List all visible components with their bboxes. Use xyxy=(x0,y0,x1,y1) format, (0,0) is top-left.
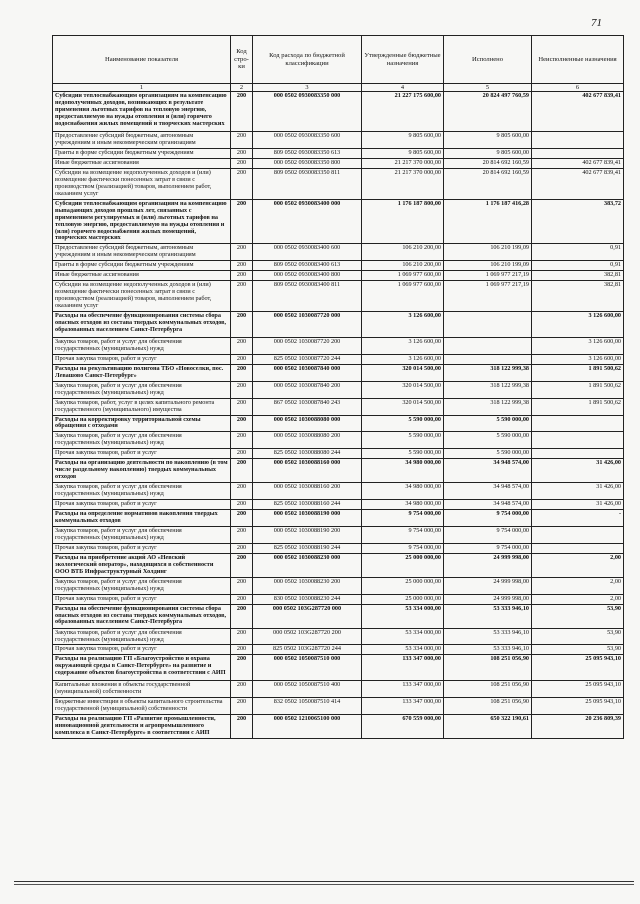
line-code-cell: 200 xyxy=(231,132,253,149)
unexecuted-amount-cell: 1 891 500,62 xyxy=(532,381,624,398)
column-number: 2 xyxy=(231,84,253,92)
table-row xyxy=(53,149,624,159)
executed-amount-cell: 1 069 977 217,19 xyxy=(444,271,532,281)
expense-code-cell: 000 0502 0930083350 600 xyxy=(253,132,362,149)
approved-amount-cell: 34 980 000,00 xyxy=(362,459,444,483)
column-number: 6 xyxy=(532,84,624,92)
expense-code-cell: 000 0502 1030087840 000 xyxy=(253,364,362,381)
table-row xyxy=(53,526,624,543)
approved-amount-cell: 1 176 187 800,00 xyxy=(362,199,444,244)
executed-amount-cell: 5 590 000,00 xyxy=(444,415,532,432)
approved-amount-cell: 1 069 977 600,00 xyxy=(362,281,444,312)
table-row xyxy=(53,261,624,271)
executed-amount-cell: 9 805 600,00 xyxy=(444,149,532,159)
indicator-name-cell: Гранты в форме субсидии бюджетным учреждениям xyxy=(53,149,231,159)
executed-amount-cell: 318 122 999,38 xyxy=(444,398,532,415)
column-number: 3 xyxy=(253,84,362,92)
header-approved: Утвержденные бюджетные назначения xyxy=(362,36,444,84)
expense-code-cell: 809 0502 0930083350 613 xyxy=(253,149,362,159)
approved-amount-cell: 320 014 500,00 xyxy=(362,398,444,415)
executed-amount-cell: 9 754 000,00 xyxy=(444,543,532,553)
unexecuted-amount-cell: 402 677 839,41 xyxy=(532,169,624,200)
executed-amount-cell: 34 948 574,00 xyxy=(444,499,532,509)
line-code-cell: 200 xyxy=(231,543,253,553)
indicator-name-cell: Иные бюджетные ассигнования xyxy=(53,159,231,169)
line-code-cell: 200 xyxy=(231,415,253,432)
indicator-name-cell: Расходы на организацию деятельности по накоплению (в том числе раздельному накоплению) твердых коммунальных отходов xyxy=(53,459,231,483)
approved-amount-cell: 3 126 600,00 xyxy=(362,338,444,355)
expense-code-cell: 832 0502 1050087510 414 xyxy=(253,698,362,715)
line-code-cell: 200 xyxy=(231,381,253,398)
line-code-cell: 200 xyxy=(231,159,253,169)
bottom-rule xyxy=(14,881,634,882)
table-row xyxy=(53,553,624,577)
line-code-cell: 200 xyxy=(231,577,253,594)
line-code-cell: 200 xyxy=(231,509,253,526)
line-code-cell: 200 xyxy=(231,312,253,338)
approved-amount-cell: 133 347 000,00 xyxy=(362,655,444,681)
approved-amount-cell: 53 334 000,00 xyxy=(362,604,444,628)
executed-amount-cell: 9 754 000,00 xyxy=(444,526,532,543)
unexecuted-amount-cell: 3 126 600,00 xyxy=(532,312,624,338)
table-row xyxy=(53,577,624,594)
line-code-cell: 200 xyxy=(231,449,253,459)
unexecuted-amount-cell: 31 426,00 xyxy=(532,483,624,500)
table-row xyxy=(53,199,624,244)
budget-execution-table xyxy=(52,35,624,739)
table-row xyxy=(53,715,624,739)
approved-amount-cell: 9 805 600,00 xyxy=(362,132,444,149)
executed-amount-cell: 1 069 977 217,19 xyxy=(444,281,532,312)
expense-code-cell: 000 0502 103G287720 000 xyxy=(253,604,362,628)
unexecuted-amount-cell: 31 426,00 xyxy=(532,459,624,483)
unexecuted-amount-cell: 20 236 809,39 xyxy=(532,715,624,739)
indicator-name-cell: Расходы на корректировку территориальной схемы обращения с отходами xyxy=(53,415,231,432)
table-row xyxy=(53,628,624,645)
expense-code-cell: 000 0502 1030088160 000 xyxy=(253,459,362,483)
table-row xyxy=(53,381,624,398)
indicator-name-cell: Субсидии на возмещение недополученных доходов и (или) возмещение фактически понесенных затрат в связи с производством (реализацией) товаров, выполнением работ, оказанием услуг xyxy=(53,169,231,200)
unexecuted-amount-cell: - xyxy=(532,509,624,526)
unexecuted-amount-cell: 53,90 xyxy=(532,604,624,628)
approved-amount-cell: 9 754 000,00 xyxy=(362,543,444,553)
table-row xyxy=(53,354,624,364)
expense-code-cell: 825 0502 1030088080 244 xyxy=(253,449,362,459)
unexecuted-amount-cell xyxy=(532,149,624,159)
line-code-cell: 200 xyxy=(231,553,253,577)
line-code-cell: 200 xyxy=(231,261,253,271)
line-code-cell: 200 xyxy=(231,715,253,739)
column-number-row xyxy=(53,84,624,92)
table-row xyxy=(53,499,624,509)
expense-code-cell: 000 0502 1050087510 000 xyxy=(253,655,362,681)
line-code-cell: 200 xyxy=(231,459,253,483)
indicator-name-cell: Расходы на приобретение акций АО «Невский экологический оператор», находящихся в собственности ООО ВТБ Инфраструктурный Холдинг xyxy=(53,553,231,577)
indicator-name-cell: Прочая закупка товаров, работ и услуг xyxy=(53,594,231,604)
indicator-name-cell: Закупка товаров, работ и услуг для обеспечения государственных (муниципальных) нужд xyxy=(53,338,231,355)
expense-code-cell: 000 0502 1030087720 000 xyxy=(253,312,362,338)
indicator-name-cell: Прочая закупка товаров, работ и услуг xyxy=(53,354,231,364)
indicator-name-cell: Прочая закупка товаров, работ и услуг xyxy=(53,543,231,553)
expense-code-cell: 000 0502 1030088190 200 xyxy=(253,526,362,543)
table-row xyxy=(53,698,624,715)
approved-amount-cell: 21 217 370 000,00 xyxy=(362,159,444,169)
indicator-name-cell: Закупка товаров, работ и услуг для обеспечения государственных (муниципальных) нужд xyxy=(53,483,231,500)
expense-code-cell: 000 0502 103G287720 200 xyxy=(253,628,362,645)
expense-code-cell: 830 0502 1030088230 244 xyxy=(253,594,362,604)
executed-amount-cell: 34 948 574,00 xyxy=(444,483,532,500)
unexecuted-amount-cell: 3 126 600,00 xyxy=(532,354,624,364)
executed-amount-cell: 1 176 187 416,28 xyxy=(444,199,532,244)
line-code-cell: 200 xyxy=(231,398,253,415)
line-code-cell: 200 xyxy=(231,681,253,698)
unexecuted-amount-cell: 53,90 xyxy=(532,645,624,655)
executed-amount-cell: 108 251 056,90 xyxy=(444,655,532,681)
line-code-cell: 200 xyxy=(231,655,253,681)
expense-code-cell: 000 0502 0930083350 800 xyxy=(253,159,362,169)
approved-amount-cell: 3 126 600,00 xyxy=(362,354,444,364)
indicator-name-cell: Закупка товаров, работ и услуг для обеспечения государственных (муниципальных) нужд xyxy=(53,381,231,398)
approved-amount-cell: 25 000 000,00 xyxy=(362,577,444,594)
expense-code-cell: 000 0502 1030088080 000 xyxy=(253,415,362,432)
approved-amount-cell: 5 590 000,00 xyxy=(362,449,444,459)
table-row xyxy=(53,604,624,628)
approved-amount-cell: 21 227 175 600,00 xyxy=(362,92,444,132)
expense-code-cell: 000 0502 1210065100 000 xyxy=(253,715,362,739)
executed-amount-cell: 318 122 999,38 xyxy=(444,364,532,381)
unexecuted-amount-cell: 402 677 839,41 xyxy=(532,159,624,169)
executed-amount-cell: 34 948 574,00 xyxy=(444,459,532,483)
expense-code-cell: 825 0502 1030088190 244 xyxy=(253,543,362,553)
table-row xyxy=(53,271,624,281)
approved-amount-cell: 9 754 000,00 xyxy=(362,526,444,543)
approved-amount-cell: 21 217 370 000,00 xyxy=(362,169,444,200)
indicator-name-cell: Расходы на реализацию ГП «Благоустройство и охрана окружающей среды в Санкт-Петербурге» на развитие и содержание объектов благоустройства в соответствии с АИП xyxy=(53,655,231,681)
executed-amount-cell: 9 754 000,00 xyxy=(444,509,532,526)
approved-amount-cell: 25 000 000,00 xyxy=(362,553,444,577)
executed-amount-cell: 53 333 946,10 xyxy=(444,628,532,645)
approved-amount-cell: 25 000 000,00 xyxy=(362,594,444,604)
executed-amount-cell: 106 210 199,09 xyxy=(444,261,532,271)
approved-amount-cell: 5 590 000,00 xyxy=(362,415,444,432)
approved-amount-cell: 9 805 600,00 xyxy=(362,149,444,159)
line-code-cell: 200 xyxy=(231,604,253,628)
indicator-name-cell: Закупка товаров, работ и услуг для обеспечения государственных (муниципальных) нужд xyxy=(53,432,231,449)
expense-code-cell: 000 0502 1030087720 200 xyxy=(253,338,362,355)
executed-amount-cell: 318 122 999,38 xyxy=(444,381,532,398)
executed-amount-cell xyxy=(444,338,532,355)
executed-amount-cell xyxy=(444,354,532,364)
approved-amount-cell: 133 347 000,00 xyxy=(362,681,444,698)
expense-code-cell: 000 0502 1030087840 200 xyxy=(253,381,362,398)
column-number: 5 xyxy=(444,84,532,92)
table-row xyxy=(53,132,624,149)
indicator-name-cell: Предоставление субсидий бюджетным, автономным учреждениям и иным некоммерческим организациям xyxy=(53,244,231,261)
indicator-name-cell: Расходы на обеспечение функционирования системы сбора опасных отходов из состава твердых коммунальных отходов, образованных населением Санкт-Петербурга xyxy=(53,604,231,628)
approved-amount-cell: 34 980 000,00 xyxy=(362,483,444,500)
unexecuted-amount-cell: 1 891 500,62 xyxy=(532,364,624,381)
expense-code-cell: 000 0502 1030088190 000 xyxy=(253,509,362,526)
indicator-name-cell: Предоставление субсидий бюджетным, автономным учреждениям и иным некоммерческим организациям xyxy=(53,132,231,149)
column-number: 4 xyxy=(362,84,444,92)
indicator-name-cell: Закупка товаров, работ и услуг для обеспечения государственных (муниципальных) нужд xyxy=(53,526,231,543)
table-row xyxy=(53,92,624,132)
table-row xyxy=(53,398,624,415)
line-code-cell: 200 xyxy=(231,628,253,645)
expense-code-cell: 000 0502 0930083350 000 xyxy=(253,92,362,132)
unexecuted-amount-cell: 402 677 839,41 xyxy=(532,92,624,132)
executed-amount-cell: 53 333 946,10 xyxy=(444,645,532,655)
executed-amount-cell: 24 999 998,00 xyxy=(444,577,532,594)
line-code-cell: 200 xyxy=(231,698,253,715)
unexecuted-amount-cell xyxy=(532,543,624,553)
approved-amount-cell: 320 014 500,00 xyxy=(362,381,444,398)
indicator-name-cell: Прочая закупка товаров, работ и услуг xyxy=(53,645,231,655)
column-number: 1 xyxy=(53,84,231,92)
indicator-name-cell: Закупка товаров, работ, услуг в целях капитального ремонта государственного (муниципального) имущества xyxy=(53,398,231,415)
executed-amount-cell: 106 210 199,09 xyxy=(444,244,532,261)
expense-code-cell: 000 0502 1030088230 200 xyxy=(253,577,362,594)
table-row xyxy=(53,312,624,338)
indicator-name-cell: Закупка товаров, работ и услуг для обеспечения государственных (муниципальных) нужд xyxy=(53,577,231,594)
indicator-name-cell: Закупка товаров, работ и услуг для обеспечения государственных (муниципальных) нужд xyxy=(53,628,231,645)
expense-code-cell: 000 0502 0930083400 800 xyxy=(253,271,362,281)
expense-code-cell: 809 0502 0930083400 811 xyxy=(253,281,362,312)
executed-amount-cell: 650 322 190,61 xyxy=(444,715,532,739)
executed-amount-cell: 5 590 000,00 xyxy=(444,432,532,449)
line-code-cell: 200 xyxy=(231,354,253,364)
expense-code-cell: 000 0502 1030088080 200 xyxy=(253,432,362,449)
table-row xyxy=(53,159,624,169)
unexecuted-amount-cell: 31 426,00 xyxy=(532,499,624,509)
executed-amount-cell: 108 251 056,90 xyxy=(444,698,532,715)
approved-amount-cell: 53 334 000,00 xyxy=(362,645,444,655)
executed-amount-cell: 108 251 056,90 xyxy=(444,681,532,698)
approved-amount-cell: 5 590 000,00 xyxy=(362,432,444,449)
indicator-name-cell: Расходы на обеспечение функционирования системы сбора опасных отходов из состава твердых коммунальных отходов, образованных населением Санкт-Петербурга xyxy=(53,312,231,338)
line-code-cell: 200 xyxy=(231,432,253,449)
unexecuted-amount-cell: 25 095 943,10 xyxy=(532,698,624,715)
approved-amount-cell: 133 347 000,00 xyxy=(362,698,444,715)
line-code-cell: 200 xyxy=(231,594,253,604)
indicator-name-cell: Расходы на рекультивацию полигона ТБО «Новоселки, пос. Левашово Санкт-Петербург» xyxy=(53,364,231,381)
table-row xyxy=(53,483,624,500)
line-code-cell: 200 xyxy=(231,364,253,381)
executed-amount-cell: 53 333 946,10 xyxy=(444,604,532,628)
indicator-name-cell: Бюджетные инвестиции в объекты капитального строительства государственной (муниципальной) собственности xyxy=(53,698,231,715)
indicator-name-cell: Прочая закупка товаров, работ и услуг xyxy=(53,499,231,509)
unexecuted-amount-cell: 382,81 xyxy=(532,271,624,281)
unexecuted-amount-cell: 2,00 xyxy=(532,594,624,604)
header-executed: Исполнено xyxy=(444,36,532,84)
approved-amount-cell: 3 126 600,00 xyxy=(362,312,444,338)
table-row xyxy=(53,509,624,526)
unexecuted-amount-cell: 383,72 xyxy=(532,199,624,244)
table-row xyxy=(53,244,624,261)
unexecuted-amount-cell: 2,00 xyxy=(532,577,624,594)
approved-amount-cell: 9 754 000,00 xyxy=(362,509,444,526)
executed-amount-cell: 20 814 692 160,59 xyxy=(444,169,532,200)
line-code-cell: 200 xyxy=(231,483,253,500)
expense-code-cell: 000 0502 1030088160 200 xyxy=(253,483,362,500)
table-row xyxy=(53,543,624,553)
indicator-name-cell: Субсидии теплоснабжающим организациям на компенсацию недополученных доходов, возникающих в результате применения льготных тарифов на тепловую энергию, предоставляемую на нужды отопления и (или) горячего водоснабжения жилых помещений и творческих мастерских xyxy=(53,92,231,132)
expense-code-cell: 825 0502 103G287720 244 xyxy=(253,645,362,655)
unexecuted-amount-cell: 25 095 943,10 xyxy=(532,681,624,698)
expense-code-cell: 809 0502 0930083400 613 xyxy=(253,261,362,271)
expense-code-cell: 000 0502 1030088230 000 xyxy=(253,553,362,577)
line-code-cell: 200 xyxy=(231,526,253,543)
approved-amount-cell: 106 210 200,00 xyxy=(362,244,444,261)
table-row xyxy=(53,281,624,312)
executed-amount-cell: 20 824 497 760,59 xyxy=(444,92,532,132)
line-code-cell: 200 xyxy=(231,645,253,655)
indicator-name-cell: Субсидии на возмещение недополученных доходов и (или) возмещение фактически понесенных затрат в связи с производством (реализацией) товаров, выполнением работ, оказанием услуг xyxy=(53,281,231,312)
unexecuted-amount-cell xyxy=(532,449,624,459)
indicator-name-cell: Субсидии теплоснабжающим организациям на компенсацию выпадающих доходов прошлых лет, связанных с применением регулируемых и (или) льготных тарифов на тепловую энергию, предоставляемую на нужды отопления и (или) горячего водоснабжения жилых помещений, творческих мастерских xyxy=(53,199,231,244)
executed-amount-cell: 5 590 000,00 xyxy=(444,449,532,459)
unexecuted-amount-cell: 53,90 xyxy=(532,628,624,645)
indicator-name-cell: Капитальные вложения в объекты государственной (муниципальной) собственности xyxy=(53,681,231,698)
unexecuted-amount-cell: 3 126 600,00 xyxy=(532,338,624,355)
indicator-name-cell: Расходы на реализацию ГП «Развитие промышленности, инновационной деятельности и агропромышленного комплекса в Санкт-Петербурге» в соответствии с АИП xyxy=(53,715,231,739)
executed-amount-cell: 24 999 998,00 xyxy=(444,553,532,577)
unexecuted-amount-cell xyxy=(532,526,624,543)
expense-code-cell: 000 0502 0930083400 000 xyxy=(253,199,362,244)
unexecuted-amount-cell: 25 095 943,10 xyxy=(532,655,624,681)
header-indicator-name: Наименование показателя xyxy=(53,36,231,84)
table-row xyxy=(53,645,624,655)
approved-amount-cell: 53 334 000,00 xyxy=(362,628,444,645)
line-code-cell: 200 xyxy=(231,271,253,281)
expense-code-cell: 809 0502 0930083350 811 xyxy=(253,169,362,200)
unexecuted-amount-cell: 0,91 xyxy=(532,261,624,271)
header-expense-code: Код расхода по бюджетной классификации xyxy=(253,36,362,84)
approved-amount-cell: 106 210 200,00 xyxy=(362,261,444,271)
indicator-name-cell: Иные бюджетные ассигнования xyxy=(53,271,231,281)
expense-code-cell: 825 0502 1030088160 244 xyxy=(253,499,362,509)
page-number: 71 xyxy=(591,17,602,29)
approved-amount-cell: 320 014 500,00 xyxy=(362,364,444,381)
indicator-name-cell: Прочая закупка товаров, работ и услуг xyxy=(53,449,231,459)
table-row xyxy=(53,655,624,681)
expense-code-cell: 867 0502 1030087840 243 xyxy=(253,398,362,415)
line-code-cell: 200 xyxy=(231,149,253,159)
executed-amount-cell: 20 814 692 160,59 xyxy=(444,159,532,169)
line-code-cell: 200 xyxy=(231,92,253,132)
table-row xyxy=(53,364,624,381)
unexecuted-amount-cell: 2,00 xyxy=(532,553,624,577)
table-row xyxy=(53,449,624,459)
line-code-cell: 200 xyxy=(231,281,253,312)
table-row xyxy=(53,432,624,449)
unexecuted-amount-cell xyxy=(532,415,624,432)
line-code-cell: 200 xyxy=(231,338,253,355)
unexecuted-amount-cell xyxy=(532,132,624,149)
unexecuted-amount-cell: 1 891 500,62 xyxy=(532,398,624,415)
line-code-cell: 200 xyxy=(231,244,253,261)
table-row xyxy=(53,169,624,200)
table-row xyxy=(53,459,624,483)
executed-amount-cell: 9 805 600,00 xyxy=(444,132,532,149)
unexecuted-amount-cell: 0,91 xyxy=(532,244,624,261)
indicator-name-cell: Расходы на определение нормативов накопления твердых коммунальных отходов xyxy=(53,509,231,526)
approved-amount-cell: 34 980 000,00 xyxy=(362,499,444,509)
table-row xyxy=(53,594,624,604)
expense-code-cell: 000 0502 0930083400 600 xyxy=(253,244,362,261)
header-unexecuted: Неисполненные назначения xyxy=(532,36,624,84)
approved-amount-cell: 670 559 000,00 xyxy=(362,715,444,739)
line-code-cell: 200 xyxy=(231,199,253,244)
table-row xyxy=(53,415,624,432)
expense-code-cell: 000 0502 1050087510 400 xyxy=(253,681,362,698)
approved-amount-cell: 1 069 977 600,00 xyxy=(362,271,444,281)
executed-amount-cell: 24 999 998,00 xyxy=(444,594,532,604)
unexecuted-amount-cell: 382,81 xyxy=(532,281,624,312)
expense-code-cell: 825 0502 1030087720 244 xyxy=(253,354,362,364)
bottom-rule xyxy=(14,884,634,885)
unexecuted-amount-cell xyxy=(532,432,624,449)
line-code-cell: 200 xyxy=(231,499,253,509)
table-header-row xyxy=(53,36,624,84)
table-body xyxy=(53,92,624,739)
executed-amount-cell xyxy=(444,312,532,338)
indicator-name-cell: Гранты в форме субсидии бюджетным учреждениям xyxy=(53,261,231,271)
line-code-cell: 200 xyxy=(231,169,253,200)
header-line-code: Код стро-ки xyxy=(231,36,253,84)
table-row xyxy=(53,681,624,698)
table-row xyxy=(53,338,624,355)
